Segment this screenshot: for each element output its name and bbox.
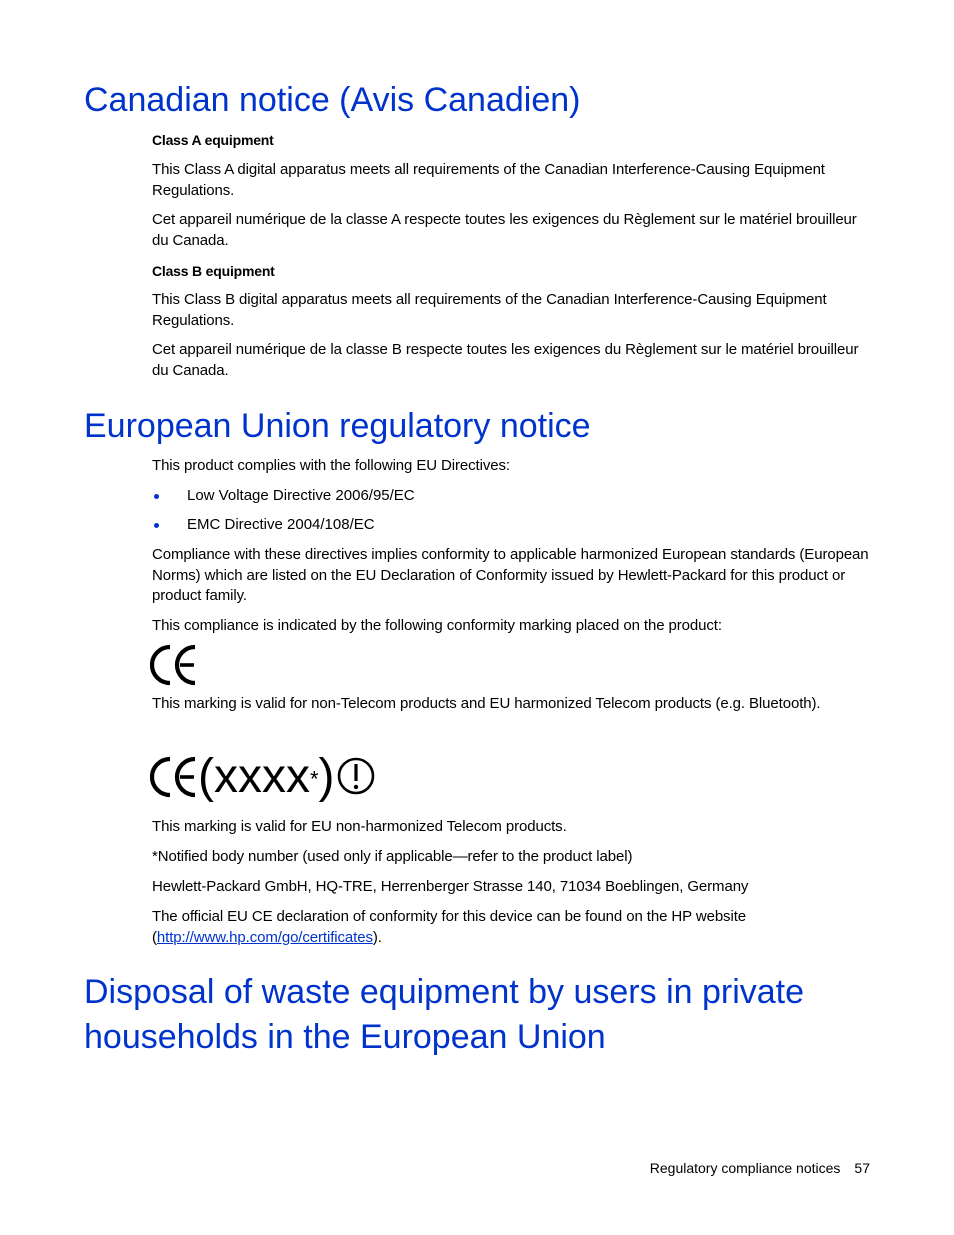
heading-disposal-line-2: households in the European Union bbox=[84, 1018, 606, 1056]
paragraph-eu-intro: This product complies with the following EU Directives: bbox=[152, 457, 510, 474]
declaration-prefix: The official EU CE declaration of conformity for this device can be found on the HP website ( bbox=[152, 908, 746, 946]
paragraph-address: Hewlett-Packard GmbH, HQ-TRE, Herrenberger Strasse 140, 71034 Boeblingen, Germany bbox=[152, 878, 749, 895]
heading-canadian-notice: Canadian notice (Avis Canadien) bbox=[84, 81, 581, 119]
declaration-suffix: ). bbox=[372, 928, 382, 946]
subheading-class-b: Class B equipment bbox=[152, 263, 275, 279]
directive-label: EMC Directive 2004/108/EC bbox=[187, 516, 375, 533]
paragraph-marking-valid-2: This marking is valid for EU non-harmonized Telecom products. bbox=[152, 818, 567, 835]
bullet-icon bbox=[154, 494, 159, 499]
paragraph-eu-indicated: This compliance is indicated by the following conformity marking placed on the product: bbox=[152, 617, 722, 634]
paragraph-class-b-en: This Class B digital apparatus meets all requirements of the Canadian Interference-Causing Equipment Regulations. bbox=[152, 291, 827, 329]
certificates-link[interactable]: http://www.hp.com/go/certificates bbox=[156, 928, 373, 946]
paragraph-eu-compliance: Compliance with these directives implies conformity to applicable harmonized European standards (European Norms) which are listed on the EU Declaration of Conformity issued by Hewlett-Packard for this product or product family. bbox=[152, 546, 869, 604]
paragraph-class-b-fr: Cet appareil numérique de la classe B respecte toutes les exigences du Règlement sur le matériel brouilleur du Canada. bbox=[152, 341, 859, 379]
paragraph-declaration bbox=[152, 907, 792, 948]
directive-label: Low Voltage Directive 2006/95/EC bbox=[187, 487, 415, 504]
notified-body-close: ) bbox=[318, 750, 335, 803]
page-footer bbox=[650, 1158, 870, 1178]
paragraph-class-a-fr: Cet appareil numérique de la classe A respecte toutes les exigences du Règlement sur le matériel brouilleur du Canada. bbox=[152, 211, 857, 249]
ce-mark-icon bbox=[150, 755, 202, 799]
paragraph-marking-valid-1: This marking is valid for non-Telecom products and EU harmonized Telecom products (e.g. Bluetooth). bbox=[152, 695, 821, 712]
footer-label: Regulatory compliance notices bbox=[649, 1160, 841, 1176]
paragraph-class-a-en: This Class A digital apparatus meets all requirements of the Canadian Interference-Causing Equipment Regulations. bbox=[152, 161, 825, 199]
ce-mark-icon bbox=[150, 643, 202, 687]
paragraph-notified-body: *Notified body number (used only if applicable—refer to the product label) bbox=[152, 848, 633, 865]
heading-disposal-line-1: Disposal of waste equipment by users in private bbox=[84, 973, 805, 1011]
heading-eu-regulatory-notice: European Union regulatory notice bbox=[84, 407, 591, 445]
subheading-class-a: Class A equipment bbox=[152, 132, 274, 148]
page-number: 57 bbox=[854, 1160, 870, 1176]
notified-body-number bbox=[198, 748, 335, 808]
notified-body-asterisk: * bbox=[309, 766, 319, 792]
bullet-icon bbox=[154, 523, 159, 528]
notified-body-text: (xxxx bbox=[198, 750, 310, 803]
alert-mark-icon bbox=[336, 756, 376, 796]
